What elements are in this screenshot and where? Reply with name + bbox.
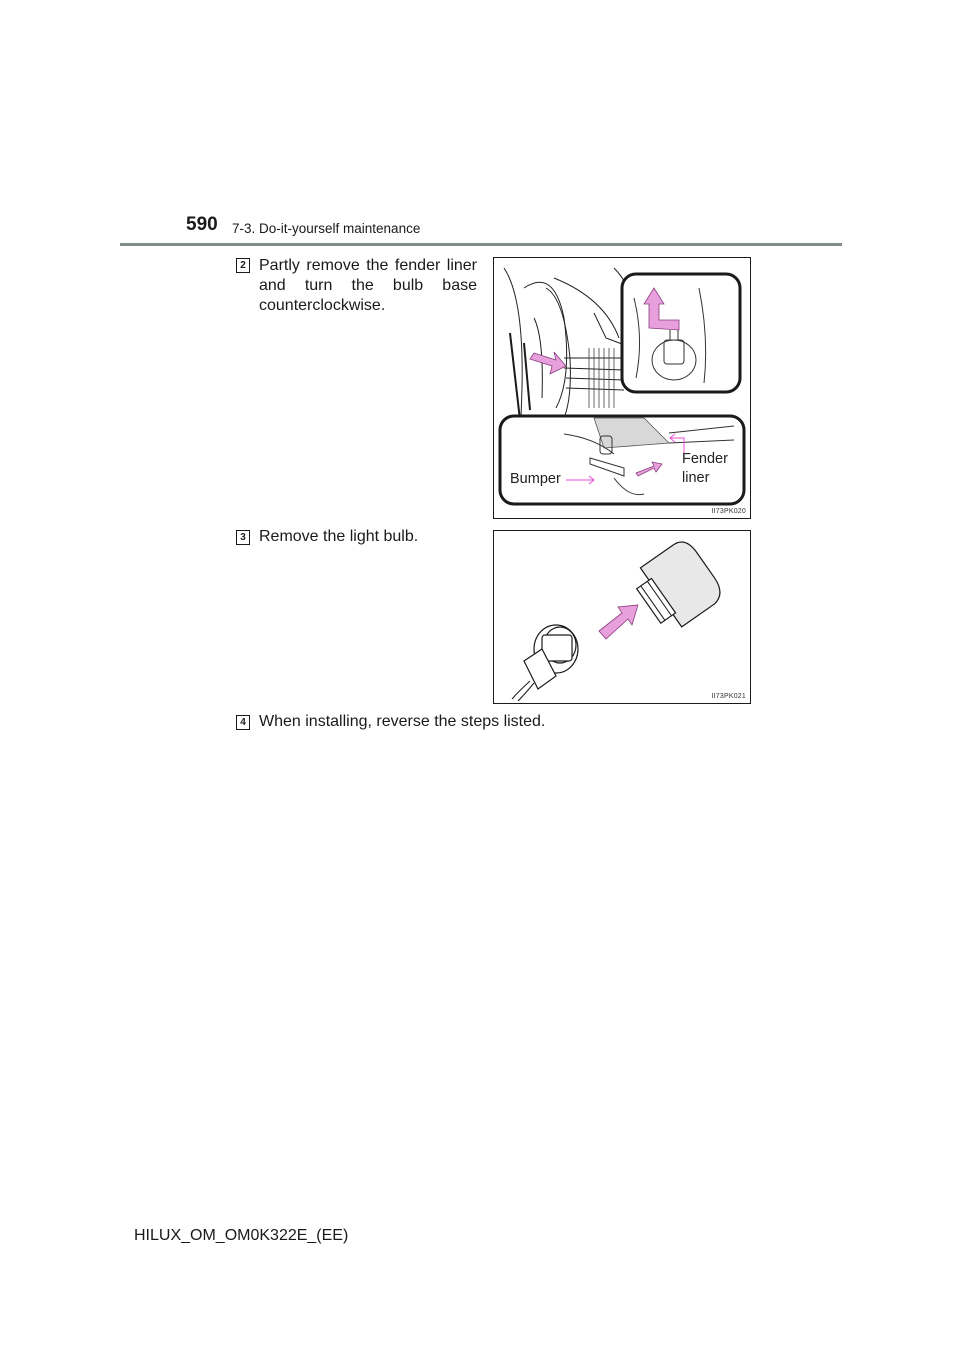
figure-remove-bulb bbox=[493, 530, 751, 704]
document-id: HILUX_OM_OM0K322E_(EE) bbox=[134, 1227, 349, 1244]
step-3-text: Remove the light bulb. bbox=[259, 528, 419, 545]
step-number-2: 2 bbox=[236, 258, 250, 273]
step-number-4: 4 bbox=[236, 715, 250, 730]
page-number: 590 bbox=[186, 214, 218, 235]
figure-code: II73PK021 bbox=[711, 693, 746, 700]
section-title: 7-3. Do-it-yourself maintenance bbox=[232, 221, 421, 236]
step-2-text: Partly remove the fender liner and turn the bulb base counterclockwise. bbox=[259, 257, 477, 314]
figure-fender-liner-bulb-base bbox=[493, 257, 751, 519]
figure-code: II73PK020 bbox=[711, 508, 746, 515]
step-4-text: When installing, reverse the steps listed. bbox=[259, 713, 546, 730]
step-number-3: 3 bbox=[236, 530, 250, 545]
header-rule bbox=[120, 243, 842, 246]
bumper-label: Bumper bbox=[510, 471, 561, 487]
remove-bulb-illustration bbox=[494, 531, 750, 703]
fender-liner-label: Fender liner bbox=[682, 451, 728, 486]
